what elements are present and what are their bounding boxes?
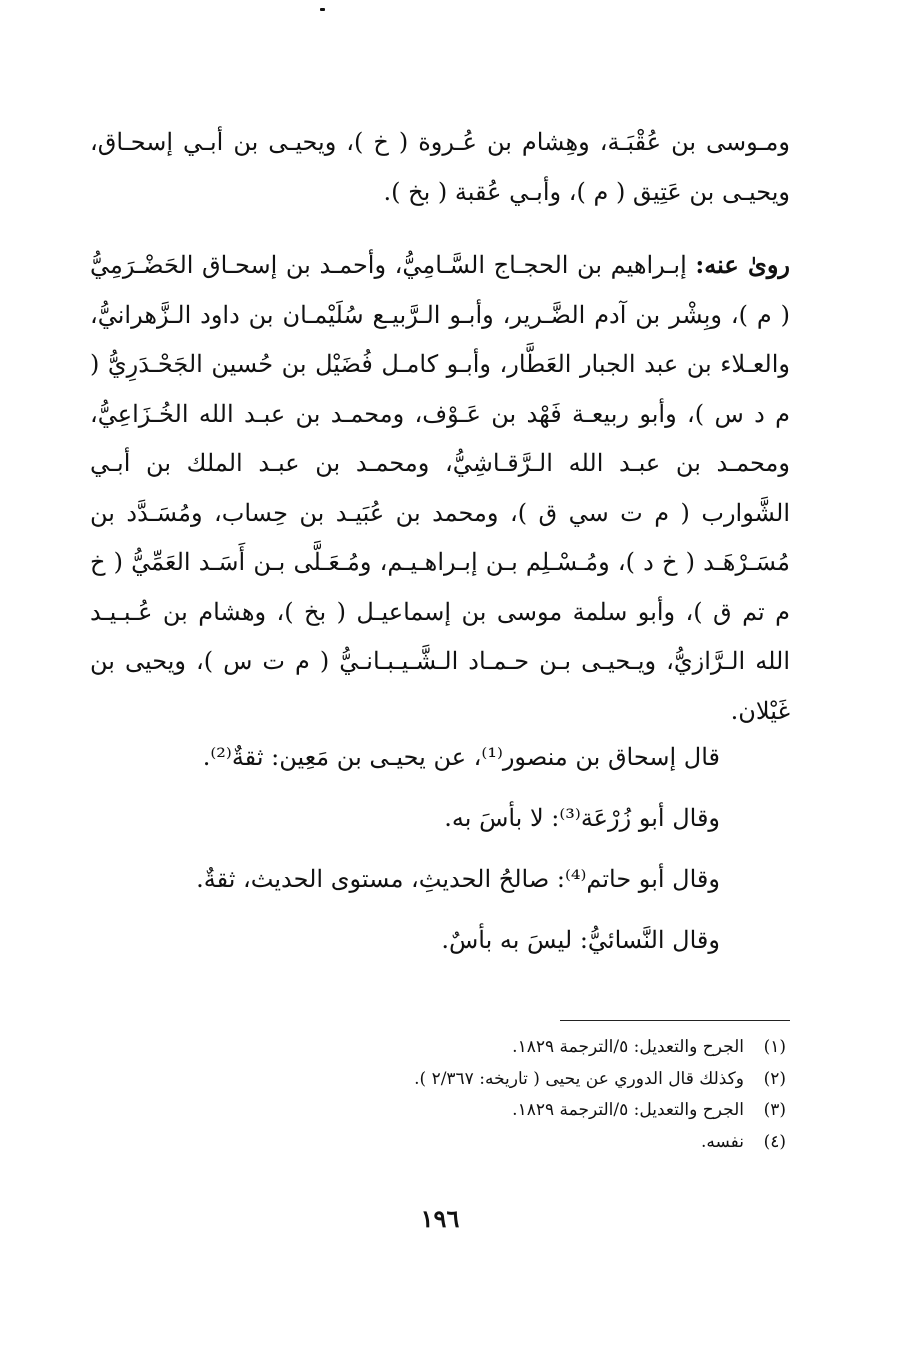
book-page <box>90 0 790 1349</box>
scholar-sayings-list <box>90 735 720 979</box>
footnote-separator-rule <box>560 1020 790 1021</box>
footnote-text: الجرح والتعديل: ٥/الترجمة ١٨٢٩. <box>512 1100 744 1120</box>
saying-abu-zurah: وقال أبو زُرْعَة⁽³⁾: لا بأسَ به. <box>444 804 720 832</box>
footnote-text: نفسه. <box>700 1131 744 1152</box>
footnote-item <box>90 1096 786 1128</box>
saying-ibn-maein: قال إسحاق بن منصور⁽¹⁾، عن يحيـى بن مَعِين: ثقةٌ⁽²⁾. <box>202 743 720 771</box>
top-ink-mark <box>320 8 325 11</box>
footnote-number: (١) <box>763 1037 786 1057</box>
saying-nasai: وقال النَّسائيُّ: ليسَ به بأسٌ. <box>441 926 720 954</box>
footnote-number: (٢) <box>763 1068 786 1089</box>
footnote-number: (٣) <box>763 1100 786 1120</box>
paragraph-teachers-continued: ومـوسى بن عُقْبَـة، وهِشام بن عُـروة ( خ )، ويحيـى بن أبـي إسحـاق، ويحيـى بن عَتِيق ( م )، وأبـي عُقبة ( بخ ). <box>90 128 790 206</box>
footnotes-list <box>90 1033 786 1159</box>
footnote-text: الجرح والتعديل: ٥/الترجمة ١٨٢٩. <box>512 1037 744 1057</box>
footnote-number: (٤) <box>763 1131 786 1152</box>
narrators-list: إبـراهيم بن الحجـاج السَّـامِيُّ، وأحمـد بن إسحـاق الحَضْـرَمِيُّ ( م )، وبِشْر بن آدم الضَّـرير، وأبـو الـرَّبيـع سُلَيْمـان بن داود الـزَّهرانيُّ، والعـلاء بن عبد الجبار العَطَّار، وأبـو كامـل فُضَيْل بن حُسين الجَحْـدَرِيُّ ( م د س )، وأبو ربيعـة فَهْد بن عَـوْف، ومحمـد بن عبـد الله الخُـزَاعِيُّ، ومحمـد بن عبـد الله الـرَّقـاشِيُّ، ومحمـد بن عبـد الملك بن أبـي الشَّوارب ( م ت سي ق )، ومحمد بن عُبَيـد بن حِساب، ومُسَـدَّد بن مُسَـرْهَـد ( خ د )، ومُـسْـلِم بـن إبـراهـيـم، ومُـعَـلَّى بـن أَسَـد العَمِّيُّ ( خ م تم ق )، وأبو سلمة موسى بن إسماعيـل ( بخ )، وهشام بن عُـبـيـد الله الـرَّازيُّ، ويـحيـى بـن حـمـاد الـشَّـيـبـانـيُّ ( م ت س )، ويحيى بن غَيْلان. <box>90 251 790 725</box>
footnote-item <box>90 1065 786 1097</box>
footnote-item <box>90 1033 786 1065</box>
narrated-from-him-label: روىٰ عنه: <box>695 250 791 279</box>
footnote-item <box>90 1128 786 1160</box>
saying-abu-hatim: وقال أبو حاتم⁽⁴⁾: صالحُ الحديثِ، مستوى الحديث، ثقةٌ. <box>196 865 720 893</box>
page-number: ١٩٦ <box>420 1204 460 1233</box>
paragraph-narrators-from-him <box>90 240 790 736</box>
footnote-text: وكذلك قال الدوري عن يحيى ( تاريخه: ٢/٣٦٧ ). <box>414 1068 744 1089</box>
